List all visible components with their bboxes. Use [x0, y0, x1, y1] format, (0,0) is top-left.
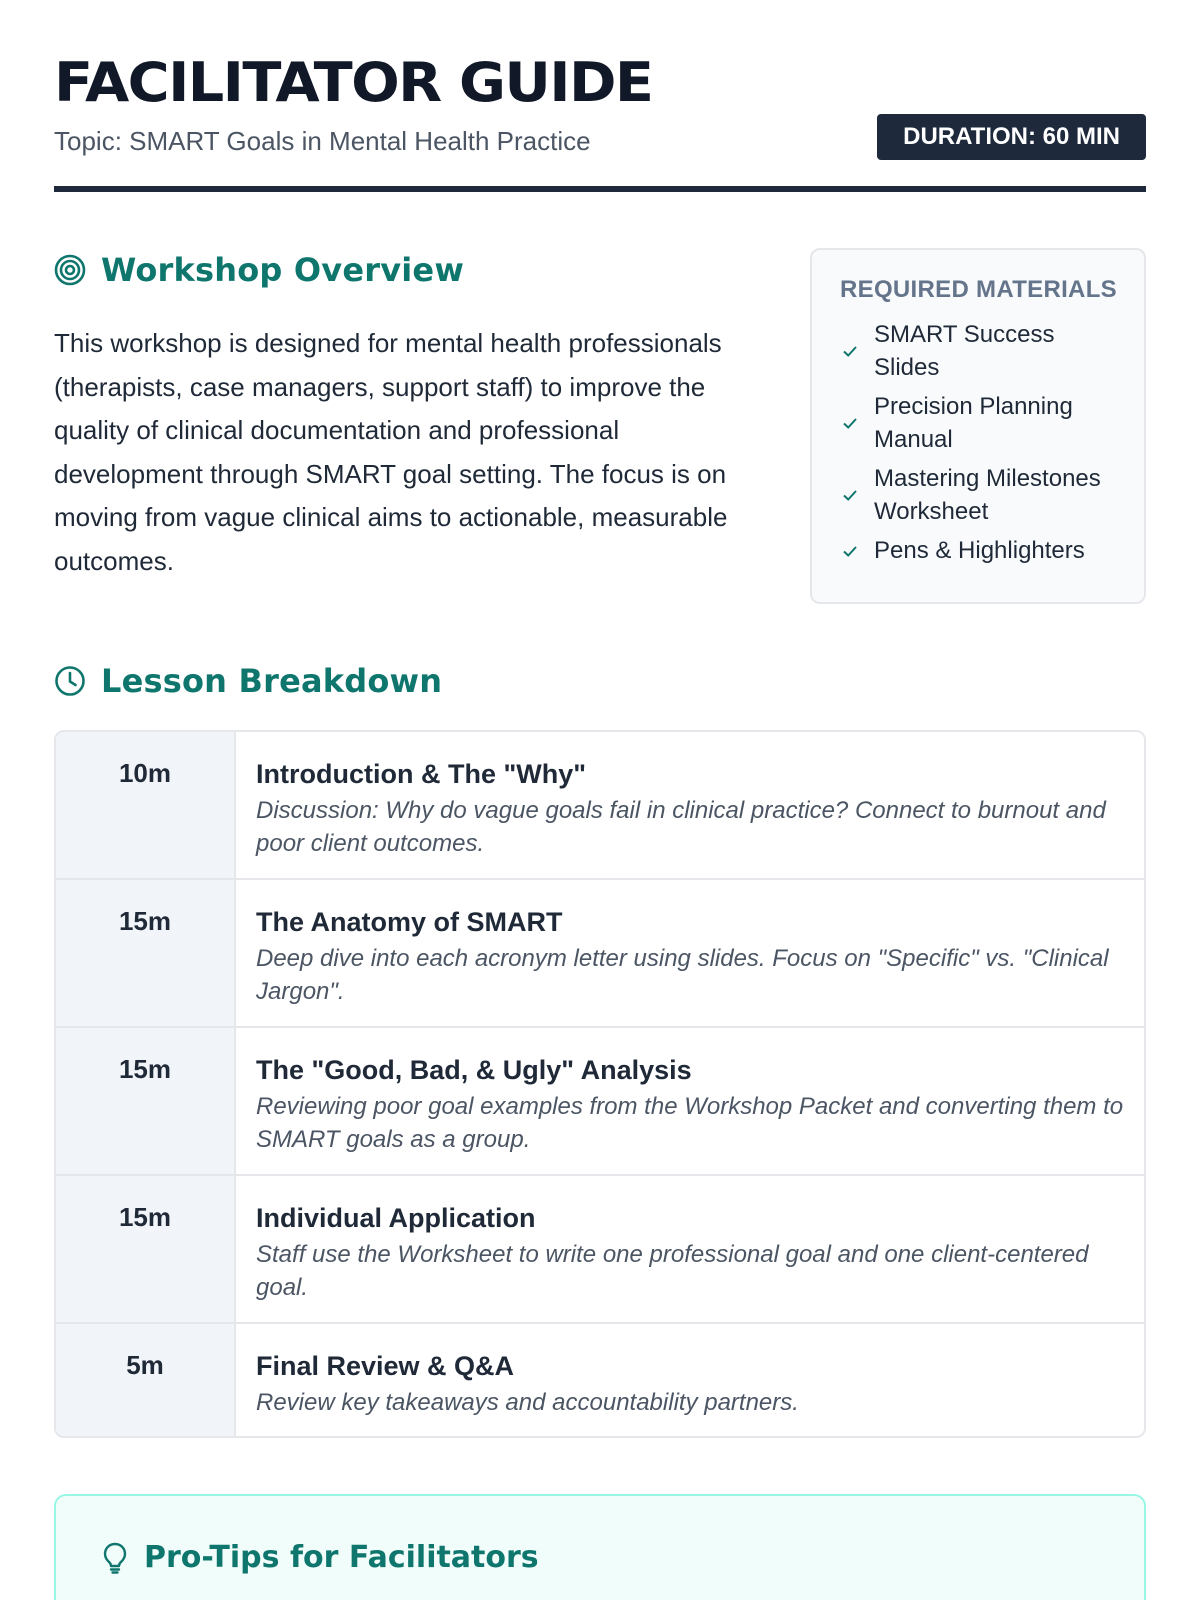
material-label: SMART Success Slides — [874, 321, 1055, 381]
lesson-table — [54, 730, 1146, 1438]
lesson-duration: 15m — [56, 1176, 236, 1322]
materials-heading: REQUIRED MATERIALS — [840, 276, 1117, 303]
overview-heading — [54, 251, 464, 289]
lesson-title: Individual Application — [256, 1203, 536, 1233]
lesson-heading — [54, 662, 442, 700]
lesson-duration: 15m — [56, 1028, 236, 1174]
overview-heading-text: Workshop Overview — [101, 251, 465, 289]
material-item — [840, 462, 1118, 528]
lesson-description: Staff use the Worksheet to write one professional goal and one client-centered goal. — [256, 1241, 1089, 1301]
lesson-description: Deep dive into each acronym letter using slides. Focus on "Specific" vs. "Clinical Jargon". — [256, 945, 1109, 1005]
lesson-description: Review key takeaways and accountability partners. — [256, 1389, 799, 1416]
table-row — [56, 1174, 1144, 1322]
pro-tips-heading — [100, 1540, 539, 1575]
lesson-content — [236, 1176, 1144, 1322]
check-icon — [840, 541, 860, 561]
check-icon — [840, 341, 860, 361]
overview-text: This workshop is designed for mental health professionals (therapists, case managers, support staff) to improve the quality of clinical documentation and professional development through SMART goal setting. The focus is on moving from vague clinical aims to actionable, measurable outcomes. — [54, 328, 728, 576]
clock-icon — [54, 665, 86, 697]
material-label: Precision Planning Manual — [874, 393, 1073, 453]
lesson-title: Introduction & The "Why" — [256, 759, 587, 789]
lesson-description: Reviewing poor goal examples from the Workshop Packet and converting them to SMART goals as a group. — [256, 1093, 1124, 1153]
facilitator-guide-page — [54, 0, 1146, 1575]
pro-tips-heading-text: Pro-Tips for Facilitators — [144, 1540, 539, 1575]
material-item — [840, 390, 1118, 456]
lesson-content — [236, 732, 1144, 878]
lesson-title: Final Review & Q&A — [256, 1351, 515, 1381]
table-row — [56, 878, 1144, 1026]
lesson-content — [236, 1028, 1144, 1174]
check-icon — [840, 485, 860, 505]
pro-tips-card — [54, 1494, 1146, 1600]
lesson-heading-text: Lesson Breakdown — [101, 662, 443, 700]
material-label: Mastering Milestones Worksheet — [874, 465, 1101, 525]
table-row — [56, 1026, 1144, 1174]
material-item — [840, 318, 1118, 384]
duration-badge: DURATION: 60 MIN — [877, 114, 1146, 160]
lesson-title: The Anatomy of SMART — [256, 907, 563, 937]
lesson-duration: 10m — [56, 732, 236, 878]
material-label: Pens & Highlighters — [874, 537, 1085, 564]
materials-card — [810, 248, 1146, 604]
lesson-content — [236, 880, 1144, 1026]
lesson-duration: 5m — [56, 1324, 236, 1436]
page-title: FACILITATOR GUIDE — [54, 51, 653, 114]
topic-subtitle: Topic: SMART Goals in Mental Health Practice — [54, 126, 591, 156]
lesson-description: Discussion: Why do vague goals fail in clinical practice? Connect to burnout and poor client outcomes. — [256, 797, 1106, 857]
header — [54, 0, 1146, 194]
check-icon — [840, 413, 860, 433]
lesson-content — [236, 1324, 1144, 1436]
header-divider — [54, 186, 1146, 192]
material-item — [840, 534, 1118, 567]
table-row — [56, 732, 1144, 878]
table-row — [56, 1322, 1144, 1436]
target-icon — [54, 254, 86, 286]
lightbulb-icon — [100, 1541, 130, 1575]
lesson-duration: 15m — [56, 880, 236, 1026]
lesson-title: The "Good, Bad, & Ugly" Analysis — [256, 1055, 692, 1085]
